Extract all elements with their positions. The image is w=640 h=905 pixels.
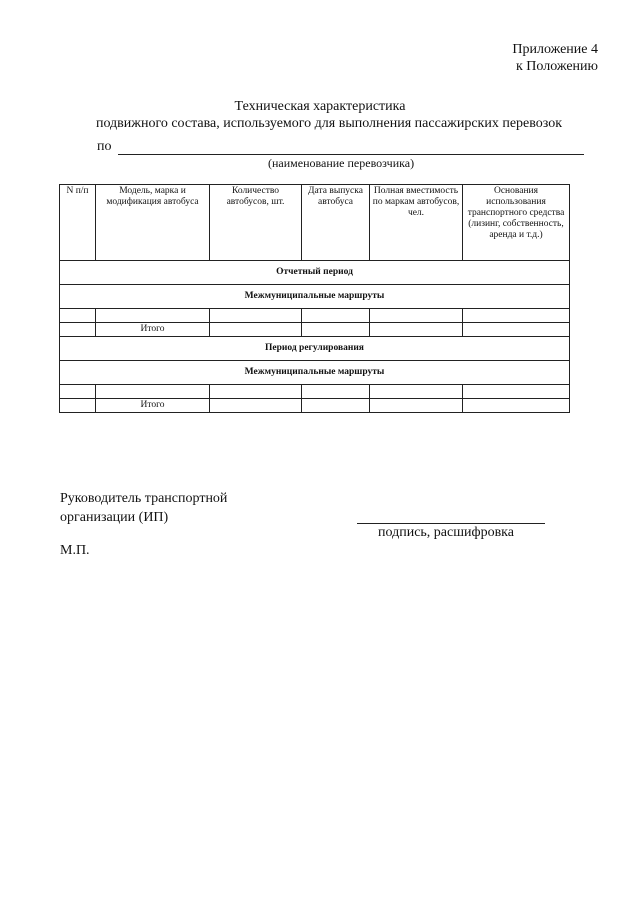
section-reporting-period: Отчетный период	[60, 261, 570, 285]
carrier-name-field[interactable]	[118, 154, 584, 155]
subsection-row	[60, 285, 570, 309]
signatory-line-1: Руководитель транспортной	[60, 491, 228, 506]
table-cell[interactable]	[60, 385, 96, 399]
table-cell[interactable]	[370, 309, 463, 323]
table-cell[interactable]	[96, 385, 210, 399]
table-row	[60, 309, 570, 323]
title-line-2: подвижного состава, используемого для выполнения пассажирских перевозок	[95, 116, 563, 131]
signatory-title	[60, 489, 227, 527]
table-cell[interactable]	[302, 309, 370, 323]
table-header-row	[60, 185, 570, 261]
table-cell[interactable]	[463, 385, 570, 399]
total-label: Итого	[96, 399, 210, 413]
signature-caption: подпись, расшифровка	[378, 525, 514, 540]
document-title	[0, 98, 640, 132]
table-cell[interactable]	[210, 385, 302, 399]
total-row	[60, 323, 570, 337]
subsection-intermunicipal-routes: Межмуниципальные маршруты	[60, 361, 570, 385]
table-cell[interactable]	[60, 323, 96, 337]
table-cell[interactable]	[302, 399, 370, 413]
appendix-reference	[512, 41, 598, 75]
section-regulation-period: Период регулирования	[60, 337, 570, 361]
carrier-prefix: по	[97, 139, 112, 154]
table-cell[interactable]	[302, 385, 370, 399]
title-line-1: Техническая характеристика	[234, 99, 406, 114]
table-cell[interactable]	[60, 399, 96, 413]
signatory-line-2: организации (ИП)	[60, 510, 169, 525]
table-cell[interactable]	[370, 399, 463, 413]
col-header-date: Дата выпуска автобуса	[302, 185, 370, 261]
subsection-intermunicipal-routes: Межмуниципальные маршруты	[60, 285, 570, 309]
section-row	[60, 337, 570, 361]
table-cell[interactable]	[302, 323, 370, 337]
stamp-placeholder: М.П.	[60, 543, 90, 558]
subsection-row	[60, 361, 570, 385]
table-cell[interactable]	[463, 323, 570, 337]
appendix-regulation: к Положению	[515, 59, 598, 74]
fleet-spec-table	[59, 184, 570, 413]
table-cell[interactable]	[210, 399, 302, 413]
section-row	[60, 261, 570, 285]
col-header-model: Модель, марка и модификация автобуса	[96, 185, 210, 261]
table-cell[interactable]	[210, 309, 302, 323]
table-cell[interactable]	[463, 399, 570, 413]
col-header-quantity: Количество автобусов, шт.	[210, 185, 302, 261]
col-header-number: N п/п	[60, 185, 96, 261]
appendix-number: Приложение 4	[512, 42, 598, 57]
col-header-capacity: Полная вместимость по маркам автобусов, чел.	[370, 185, 463, 261]
table-row	[60, 385, 570, 399]
table-cell[interactable]	[96, 309, 210, 323]
signature-field[interactable]	[357, 523, 545, 524]
table-cell[interactable]	[210, 323, 302, 337]
table-cell[interactable]	[370, 323, 463, 337]
total-row	[60, 399, 570, 413]
table-cell[interactable]	[60, 309, 96, 323]
table-cell[interactable]	[370, 385, 463, 399]
col-header-basis: Основания использования транспортного средства (лизинг, собственность, аренда и т.д.)	[463, 185, 570, 261]
carrier-hint: (наименование перевозчика)	[268, 156, 415, 170]
table-cell[interactable]	[463, 309, 570, 323]
total-label: Итого	[96, 323, 210, 337]
